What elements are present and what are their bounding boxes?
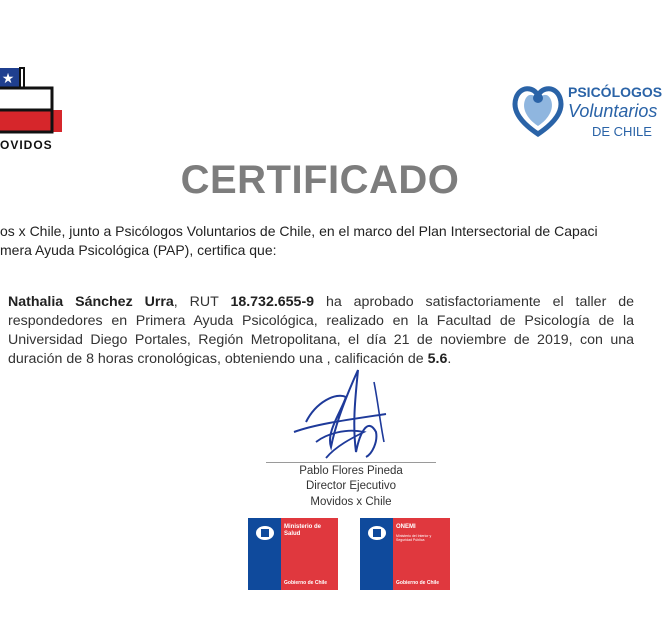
signatory-name: Pablo Flores Pineda: [299, 465, 403, 477]
signatory-role: Director Ejecutivo: [305, 480, 397, 492]
body-end: .: [447, 351, 452, 367]
intro-line-1: os x Chile, junto a Psicólogos Voluntarios de Chile, en el marco del Plan Intersectorial de Capaci: [0, 223, 598, 239]
chile-coat-of-arms-icon: [252, 522, 278, 542]
svg-text:★: ★: [1, 71, 15, 87]
certificate-body: [8, 293, 634, 369]
gov-label-1: Ministerio de Salud: [284, 524, 322, 537]
logo-line-3: DE CHILE: [592, 124, 652, 139]
gov-footer-2: Gobierno de Chile: [396, 580, 440, 586]
recipient-name: Nathalia Sánchez Urra: [8, 294, 174, 310]
signature-line: [266, 462, 436, 463]
rut-value: 18.732.655-9: [230, 294, 315, 310]
movidos-wordmark: OVIDOS: [0, 138, 53, 152]
grade-value: 5.6: [427, 351, 448, 367]
onemi-logo: [360, 518, 450, 590]
gov-label-2: ONEMI: [396, 524, 416, 530]
chile-coat-of-arms-icon: [364, 522, 390, 542]
body-text-2: ha aprobado satisfactoriamente el taller de respondedores en Primera Ayuda Psicológica, realizado en la Facultad de Psicología de la Universidad Diego Portales, Región Metropolitana, el día 21 de noviembre de 2019, con una duración de 8 horas cronológicas, obteniendo una , calificación de: [8, 294, 634, 367]
gov-sub-2: Ministerio del Interior y Seguridad Pública: [396, 534, 432, 542]
logo-line-1: PSICÓLOGOS: [568, 84, 662, 100]
ministerio-salud-logo: [248, 518, 338, 590]
signatory-org: Movidos x Chile: [310, 496, 392, 508]
logo-line-2: Voluntarios: [568, 101, 658, 121]
gov-footer-1: Gobierno de Chile: [284, 580, 328, 586]
intro-paragraph: [0, 222, 598, 260]
body-text-1: , RUT: [173, 294, 231, 310]
signature: [286, 362, 396, 462]
certificate-title: CERTIFICADO: [180, 158, 460, 202]
intro-line-2: mera Ayuda Psicológica (PAP), certifica que:: [0, 242, 277, 258]
